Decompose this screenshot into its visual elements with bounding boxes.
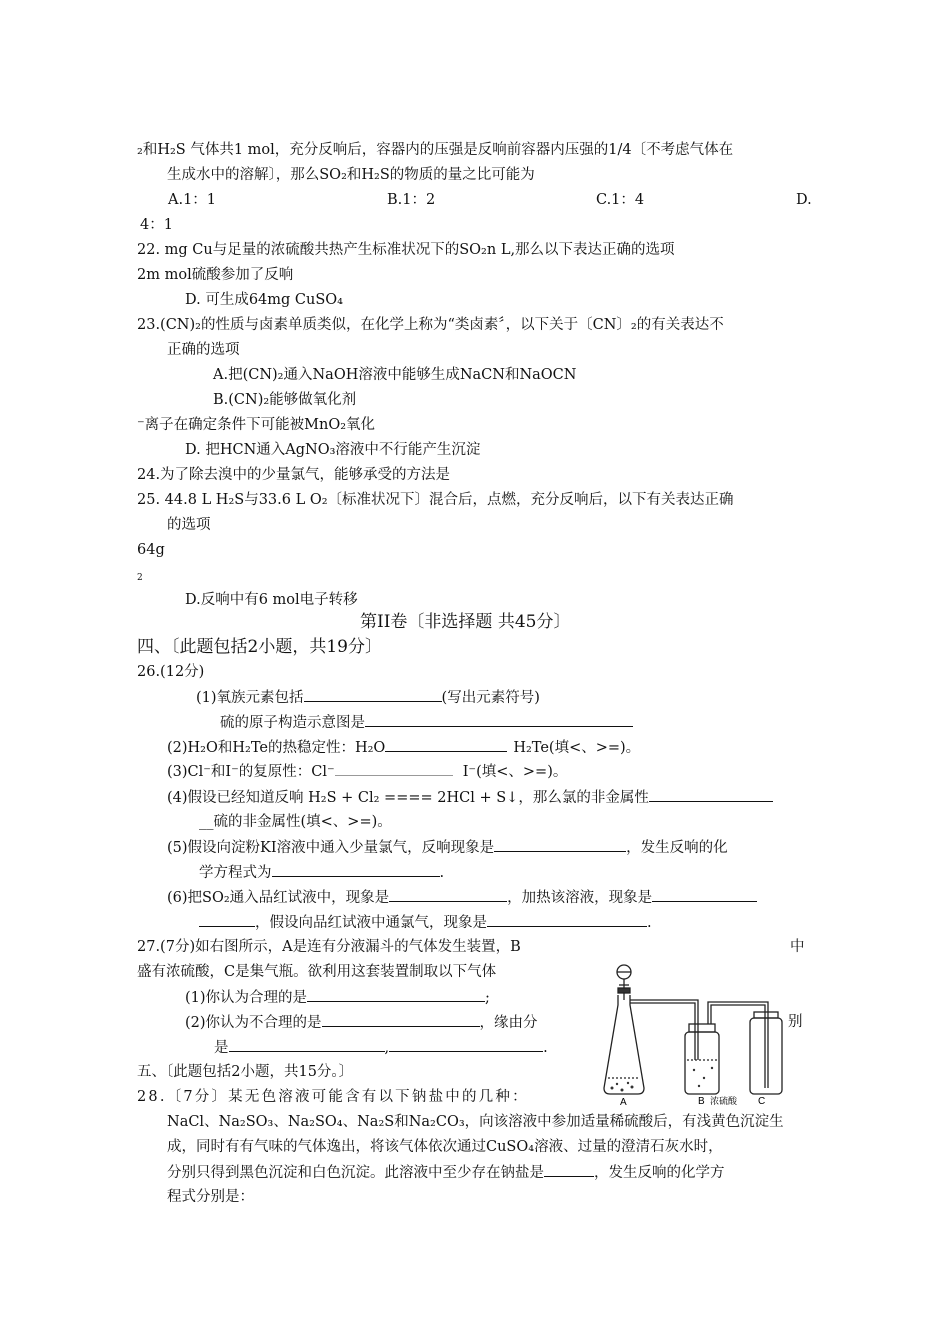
q28-line3: 成，同时有有气味的气体逸出，将该气体依次通过CuSO₄溶液、过量的澄清石灰水时， xyxy=(167,1139,723,1155)
q26-heading: 26.(12分) xyxy=(137,664,205,680)
q25-stem-line1: 25. 44.8 L H₂S与33.6 L O₂〔标准状况下〕混合后，点燃，充分反响后，以下有关表达正确 xyxy=(137,492,734,508)
q25-fragment-subscript: 2 xyxy=(137,573,143,583)
q26-part6-blank3[interactable] xyxy=(199,912,255,927)
q26-structure-blank[interactable] xyxy=(365,712,633,727)
q27-part2-text: (2)你认为不合理的是 xyxy=(185,1015,322,1031)
q26-part5-text2: ，发生反响的化 xyxy=(626,840,728,856)
part2-title: 第II卷〔非选择题 共45分〕 xyxy=(360,612,571,632)
q23-fragment: ⁻离子在确定条件下可能被MnO₂氧化 xyxy=(137,417,376,433)
q26-part5 xyxy=(167,837,728,858)
q27-line1: 27.(7分)如右图所示，A是连有分液漏斗的气体发生装置，B xyxy=(137,939,521,955)
apparatus-label-c: C xyxy=(758,1096,766,1105)
q26-part5-cont xyxy=(199,862,444,883)
q28-line4-text: 分别只得到黑色沉淀和白色沉淀。此溶液中至少存在钠盐是 xyxy=(167,1165,544,1181)
q25-stem-line2: 的选项 xyxy=(167,517,211,533)
q26-part3-text: (3)Cl⁻和I⁻的复原性：Cl⁻ xyxy=(167,764,335,780)
q26-part6-period: . xyxy=(647,915,652,931)
q23-stem-line2: 正确的选项 xyxy=(167,342,240,358)
q27-part2-reason: ，缘由分 xyxy=(479,1015,538,1031)
q22-option-d: D. 可生成64mg CuSO₄ xyxy=(185,292,343,308)
apparatus-label-acid: 浓硫酸 xyxy=(710,1097,738,1105)
q26-part3-hint: I⁻(填<、>=)。 xyxy=(462,764,568,780)
q27-part2-period: . xyxy=(543,1040,548,1056)
q26-part1 xyxy=(196,687,540,708)
q26-part5-period: . xyxy=(439,865,445,881)
q26-part2-blank[interactable] xyxy=(385,737,507,752)
q28-line4 xyxy=(167,1162,725,1183)
q23-stem-line1: 23.(CN)₂的性质与卤素单质类似，在化学上称为“类卤素〞，以下关于〔CN〕₂的有关表达不 xyxy=(137,317,724,333)
q27-part2-comma: , xyxy=(384,1040,390,1056)
q23-option-a: A.把(CN)₂通入NaOH溶液中能够生成NaCN和NaOCN xyxy=(213,367,577,383)
section5-title: 五、〔此题包括2小题，共15分。〕 xyxy=(137,1064,354,1080)
q27-part2-end: 别 xyxy=(788,1014,803,1030)
q23-option-d: D. 把HCN通入AgNO₃溶液中不行能产生沉淀 xyxy=(185,442,481,458)
q25-option-d: D.反响中有6 mol电子转移 xyxy=(185,592,358,608)
q27-part1-semicolon: ; xyxy=(485,990,490,1006)
q27-part2-reason-blank1[interactable] xyxy=(229,1037,385,1052)
q26-part3-blank[interactable] xyxy=(335,765,453,776)
q21-option-c: C.1：4 xyxy=(596,192,645,208)
q26-part4 xyxy=(167,787,773,808)
q22-fragment: 2m mol硫酸参加了反响 xyxy=(137,267,294,283)
q27-part2-reason-blank2[interactable] xyxy=(389,1037,543,1052)
q26-part6-text2: ，加热该溶液，现象是 xyxy=(507,890,653,906)
q21-option-d-value: 4：1 xyxy=(140,217,173,233)
q26-part2-text: (2)H₂O和H₂Te的热稳定性：H₂O xyxy=(167,740,386,756)
q26-part1-text: (1)氧族元素包括 xyxy=(196,690,304,706)
q26-part6-blank4[interactable] xyxy=(487,912,647,927)
q26-part4-text: (4)假设已经知道反响 H₂S + Cl₂ ==== 2HCl + S↓，那么氯的非金属性 xyxy=(167,790,649,806)
apparatus-label-a: A xyxy=(620,1097,627,1105)
section4-title: 四、〔此题包括2小题，共19分〕 xyxy=(137,637,382,657)
q26-part1-hint: (写出元素符号) xyxy=(441,690,540,706)
q25-fragment-64g: 64g xyxy=(137,542,165,558)
q27-line1-end: 中 xyxy=(790,939,805,955)
q21-option-d: D. xyxy=(796,192,812,208)
q22-stem: 22. mg Cu与足量的浓硫酸共热产生标准状况下的SO₂n L,那么以下表达正确的选项 xyxy=(137,242,675,258)
q26-structure-text: 硫的原子构造示意图是 xyxy=(220,715,365,731)
q26-part1-blank[interactable] xyxy=(304,687,442,702)
q27-part1 xyxy=(185,987,490,1008)
q27-part2-blank[interactable] xyxy=(322,1012,480,1027)
q26-part5-equation-text: 学方程式为 xyxy=(199,865,272,881)
q26-part3 xyxy=(167,762,567,782)
q28-line5: 程式分别是： xyxy=(167,1189,254,1205)
q27-part1-blank[interactable] xyxy=(307,987,485,1002)
q27-part2-is: 是 xyxy=(214,1040,229,1056)
q26-part2-hint: H₂Te(填<、>=)。 xyxy=(513,740,641,756)
q26-part6-text: (6)把SO₂通入品红试液中，现象是 xyxy=(167,890,390,906)
q28-line1: 28.〔7分〕某无色溶液可能含有以下钠盐中的几种： xyxy=(137,1089,529,1105)
q27-part2-cont xyxy=(214,1037,548,1058)
apparatus-label-b: B xyxy=(698,1096,705,1105)
q21-option-a: A.1：1 xyxy=(168,192,217,208)
q28-salt-blank[interactable] xyxy=(544,1162,594,1177)
q27-part2 xyxy=(185,1012,538,1033)
q27-part1-text: (1)你认为合理的是 xyxy=(185,990,308,1006)
q26-part6-text3: ，假设向品红试液中通氯气，现象是 xyxy=(255,915,487,931)
q26-part5-text: (5)假设向淀粉KI溶液中通入少量氯气，反响现象是 xyxy=(167,840,495,856)
q26-part1-structure xyxy=(220,712,633,733)
q24-stem: 24.为了除去溴中的少量氯气，能够承受的方法是 xyxy=(137,467,451,483)
q26-part6 xyxy=(167,887,757,908)
q21-line1: ₂和H₂S 气体共1 mol，充分反响后，容器内的压强是反响前容器内压强的1/4〔不考虑气体在 xyxy=(137,142,734,158)
q26-part6-cont xyxy=(199,912,652,933)
q26-part5-blank2[interactable] xyxy=(272,862,440,877)
q27-line2: 盛有浓硫酸，C是集气瓶。欲利用这套装置制取以下气体 xyxy=(137,964,497,980)
q26-part6-blank2[interactable] xyxy=(652,887,757,902)
q28-line4-text2: ，发生反响的化学方 xyxy=(594,1165,725,1181)
q26-part5-blank1[interactable] xyxy=(494,837,626,852)
q26-part4-blank[interactable] xyxy=(649,787,773,802)
q21-line2: 生成水中的溶解〕，那么SO₂和H₂S的物质的量之比可能为 xyxy=(167,167,535,183)
q26-part4-cont: __硫的非金属性(填<、>=)。 xyxy=(199,814,392,830)
q23-option-b: B.(CN)₂能够做氧化剂 xyxy=(213,392,357,408)
q26-part6-blank1[interactable] xyxy=(389,887,507,902)
gas-apparatus-figure xyxy=(600,960,790,1105)
q21-option-b: B.1：2 xyxy=(387,192,436,208)
q26-part2 xyxy=(167,737,640,758)
q28-line2: NaCl、Na₂SO₃、Na₂SO₄、Na₂S和Na₂CO₃，向该溶液中参加适量稀硫酸后，有浅黄色沉淀生 xyxy=(167,1114,784,1130)
